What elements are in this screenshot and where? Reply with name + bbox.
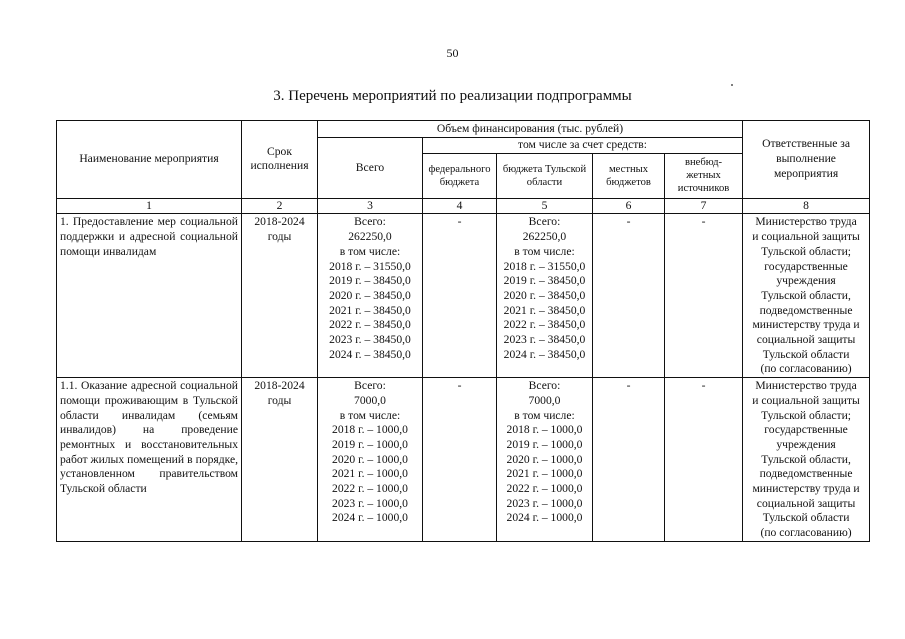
column-number: 5 (497, 198, 593, 214)
regional-line: 2021 г. – 38450,0 (503, 303, 586, 317)
responsible-executors (743, 378, 870, 542)
header-row-1 (57, 121, 870, 138)
total-line: 7000,0 (354, 393, 386, 407)
column-number: 8 (743, 198, 870, 214)
responsible-line: Тульской области; (761, 408, 852, 422)
column-number-row (57, 198, 870, 214)
responsible-line: учреждения (776, 437, 836, 451)
total-line: в том числе: (339, 408, 401, 422)
responsible-line: подведомственные (759, 303, 853, 317)
total-line: 2024 г. – 1000,0 (332, 511, 408, 525)
table-row (57, 214, 870, 378)
regional-line: в том числе: (514, 408, 575, 422)
responsible-line: Министерство труда (755, 379, 857, 393)
header-term: Срок исполнения (242, 121, 318, 199)
funding-regional (497, 214, 593, 378)
total-line: Всего: (354, 379, 386, 393)
regional-line: 2018 г. – 31550,0 (503, 259, 586, 273)
regional-line: в том числе: (514, 244, 575, 258)
regional-line: 2023 г. – 1000,0 (506, 496, 583, 510)
responsible-line: Тульской области (762, 511, 850, 525)
header-local: местных бюджетов (593, 153, 665, 198)
funding-total (318, 378, 423, 542)
responsible-line: (по согласованию) (760, 362, 852, 376)
header-extra: внебюд-жетных источников (665, 153, 743, 198)
page-number: 50 (446, 46, 459, 60)
total-line: 2022 г. – 1000,0 (332, 482, 408, 496)
measure-term: 2018-2024 годы (242, 214, 318, 378)
regional-line: 2021 г. – 1000,0 (506, 467, 583, 481)
regional-line: 2024 г. – 38450,0 (503, 347, 586, 361)
measure-name: 1.1. Оказание адресной социальной помощи проживающим в Тульской области инвалидам (семьям инвалидов) на проведение ремонтных и восстановительных работ жилых помещений в порядке, установленном правительством Тульской области (57, 378, 242, 542)
header-responsible: Ответственные за выполнение мероприятия (743, 121, 870, 199)
funding-local: - (593, 214, 665, 378)
measure-name: 1. Предоставление мер социальной поддержки и адресной социальной помощи инвалидам (57, 214, 242, 378)
regional-line: 2018 г. – 1000,0 (506, 423, 583, 437)
total-line: 2023 г. – 1000,0 (332, 496, 408, 510)
funding-extra: - (665, 214, 743, 378)
column-number: 2 (242, 198, 318, 214)
total-line: 2021 г. – 1000,0 (332, 467, 408, 481)
total-line: 2018 г. – 1000,0 (332, 423, 408, 437)
responsible-line: и социальной защиты (752, 230, 860, 244)
funding-local: - (593, 378, 665, 542)
responsible-line: Министерство труда (755, 215, 857, 229)
total-line: 2019 г. – 1000,0 (332, 437, 408, 451)
responsible-line: социальной защиты (756, 496, 856, 510)
total-line: 262250,0 (348, 230, 392, 244)
total-line: в том числе: (339, 244, 401, 258)
regional-line: 2020 г. – 38450,0 (503, 288, 586, 302)
regional-line: 2022 г. – 1000,0 (506, 482, 583, 496)
measures-table (56, 120, 870, 542)
column-number: 1 (57, 198, 242, 214)
responsible-line: подведомственные (759, 467, 853, 481)
responsible-line: и социальной защиты (752, 393, 860, 407)
column-number: 4 (423, 198, 497, 214)
responsible-line: государственные (764, 259, 848, 273)
column-number: 6 (593, 198, 665, 214)
responsible-line: Тульской области, (761, 452, 851, 466)
regional-line: 2023 г. – 38450,0 (503, 333, 586, 347)
header-name: Наименование мероприятия (57, 121, 242, 199)
regional-line: 2022 г. – 38450,0 (503, 318, 586, 332)
funding-federal: - (423, 378, 497, 542)
total-line: 2019 г. – 38450,0 (329, 274, 411, 288)
regional-line: 2019 г. – 1000,0 (506, 437, 583, 451)
responsible-line: учреждения (776, 274, 836, 288)
header-funding: Объем финансирования (тыс. рублей) (318, 121, 743, 138)
header-federal: федерального бюджета (423, 153, 497, 198)
regional-line: Всего: (528, 379, 561, 393)
header-including: том числе за счет средств: (423, 138, 743, 154)
scan-speck (731, 84, 733, 86)
total-line: 2023 г. – 38450,0 (329, 333, 411, 347)
regional-line: 2020 г. – 1000,0 (506, 452, 583, 466)
column-number: 3 (318, 198, 423, 214)
funding-federal: - (423, 214, 497, 378)
data-rows (57, 214, 870, 541)
header-regional: бюджета Тульской области (497, 153, 593, 198)
column-number: 7 (665, 198, 743, 214)
responsible-line: министерству труда и (752, 482, 860, 496)
header-total: Всего (318, 138, 423, 199)
total-line: 2022 г. – 38450,0 (329, 318, 411, 332)
total-line: 2024 г. – 38450,0 (329, 347, 411, 361)
table-row (57, 378, 870, 542)
total-line: 2021 г. – 38450,0 (329, 303, 411, 317)
total-line: 2020 г. – 38450,0 (329, 288, 411, 302)
responsible-line: социальной защиты (756, 333, 856, 347)
total-line: 2018 г. – 31550,0 (329, 259, 411, 273)
responsible-line: государственные (764, 423, 848, 437)
regional-line: 262250,0 (522, 230, 567, 244)
regional-line: Всего: (528, 215, 561, 229)
regional-line: 2019 г. – 38450,0 (503, 274, 586, 288)
responsible-line: Тульской области, (761, 288, 851, 302)
measure-term: 2018-2024 годы (242, 378, 318, 542)
responsible-line: (по согласованию) (760, 526, 852, 540)
total-line: Всего: (354, 215, 386, 229)
funding-total (318, 214, 423, 378)
funding-extra: - (665, 378, 743, 542)
responsible-line: Тульской области; (761, 244, 852, 258)
regional-line: 7000,0 (528, 393, 561, 407)
regional-line: 2024 г. – 1000,0 (506, 511, 583, 525)
responsible-executors (743, 214, 870, 378)
total-line: 2020 г. – 1000,0 (332, 452, 408, 466)
funding-regional (497, 378, 593, 542)
responsible-line: министерству труда и (752, 318, 860, 332)
responsible-line: Тульской области (762, 347, 850, 361)
section-title: 3. Перечень мероприятий по реализации подпрограммы (273, 88, 632, 104)
